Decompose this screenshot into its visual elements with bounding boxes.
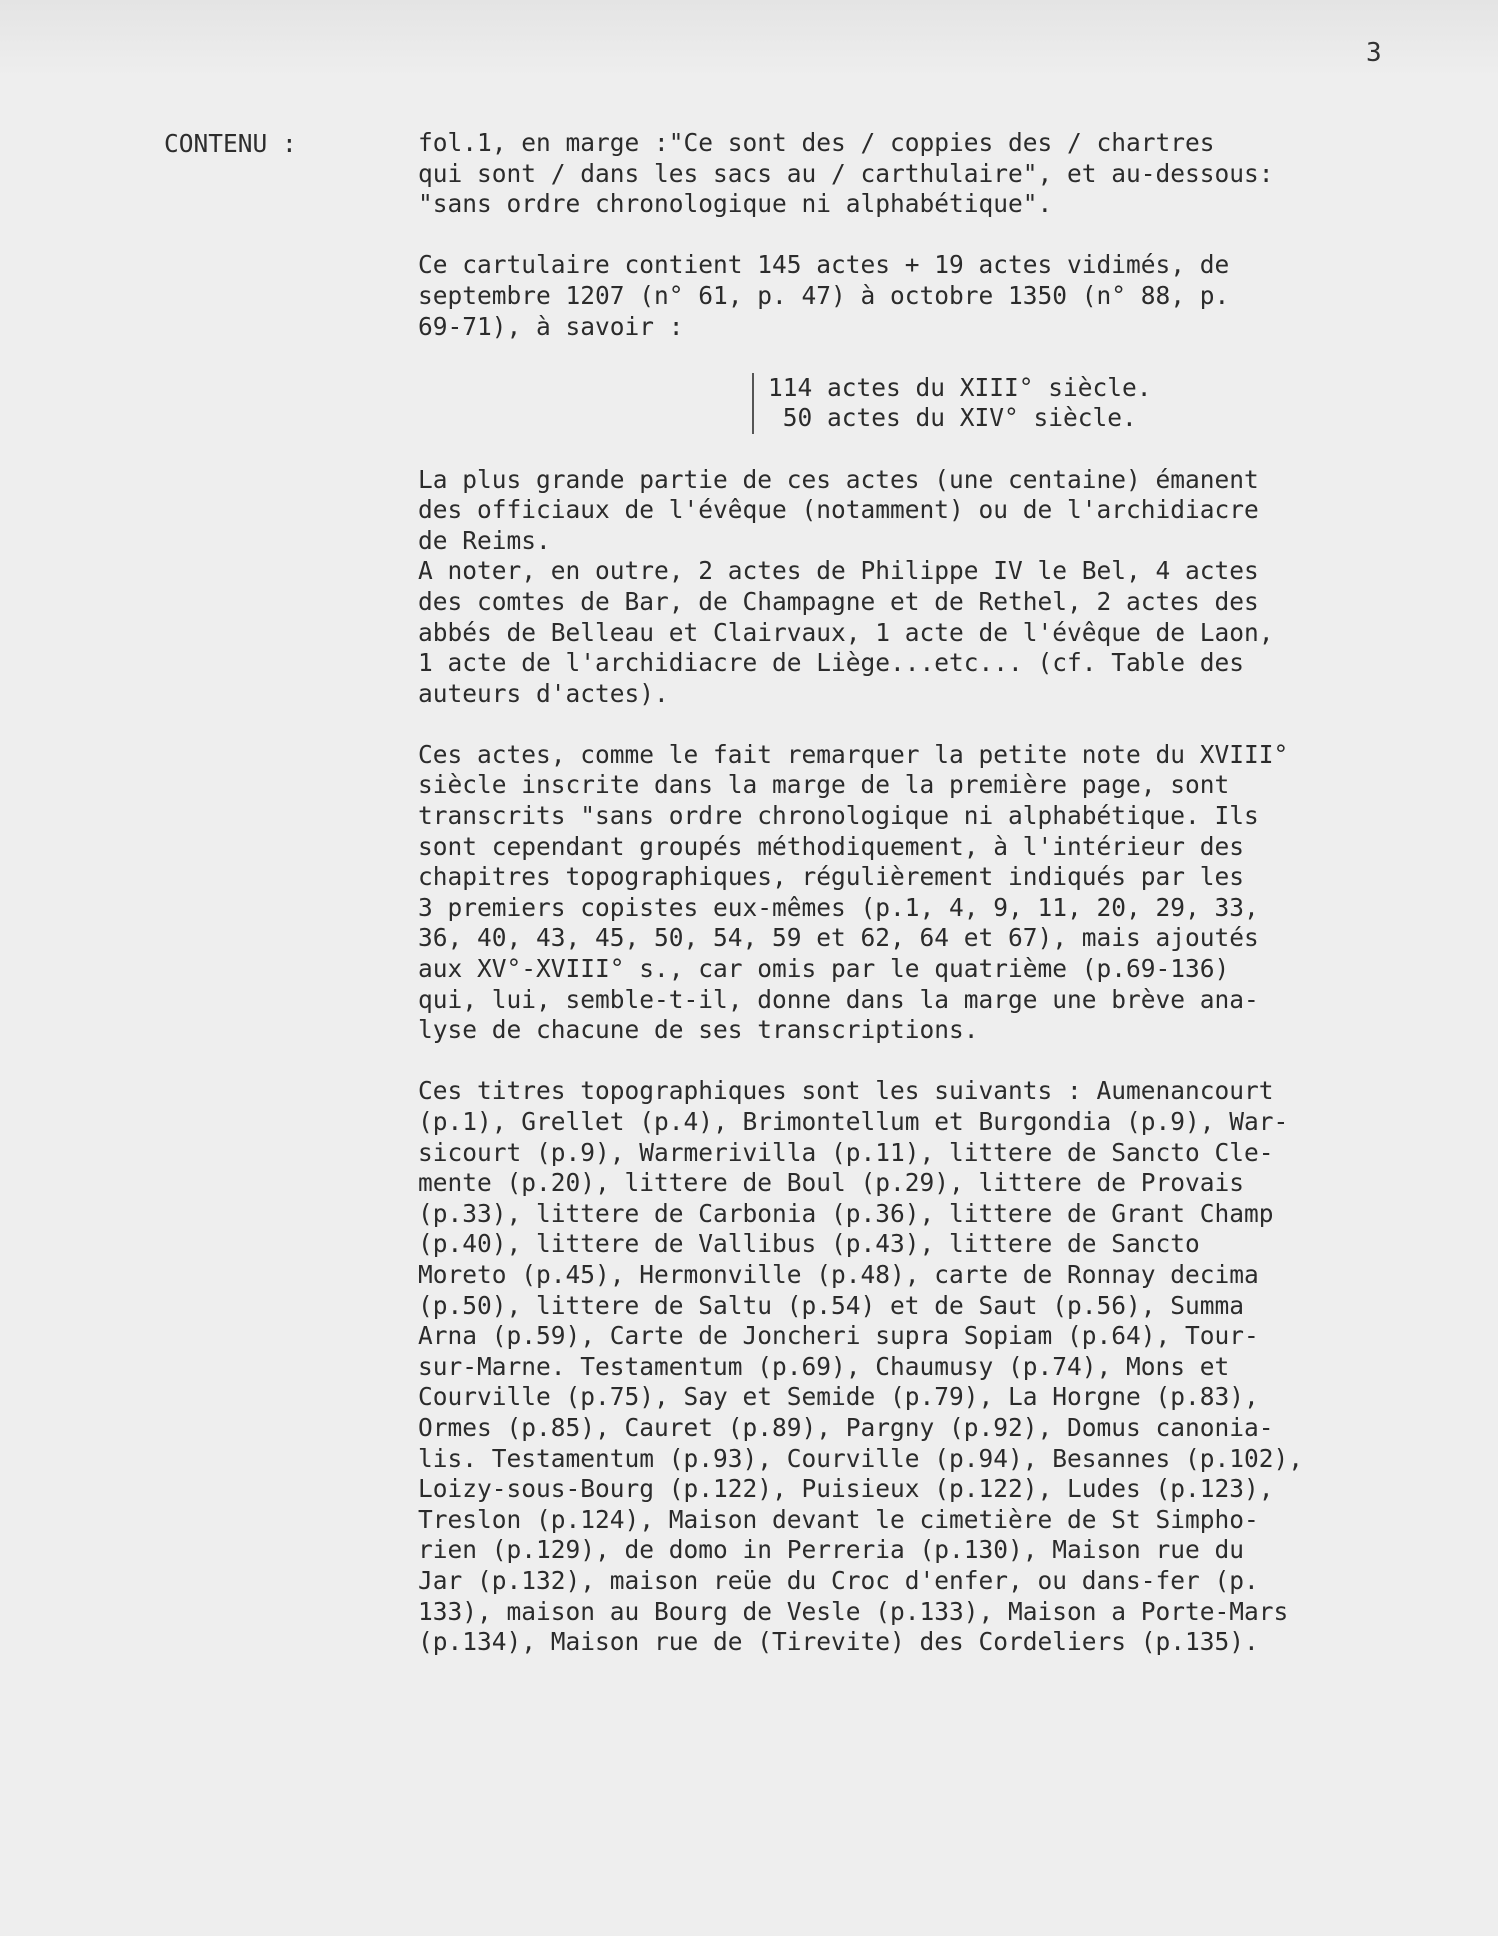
text-line: Jar (p.132), maison reüe du Croc d'enfer, ou dans-fer (p. bbox=[418, 1565, 1259, 1595]
text-line: rien (p.129), de domo in Perreria (p.130), Maison rue du bbox=[418, 1535, 1245, 1565]
text-line: (p.50), littere de Saltu (p.54) et de Saut (p.56), Summa bbox=[418, 1290, 1245, 1320]
text-line: septembre 1207 (n° 61, p. 47) à octobre 1350 (n° 88, p. bbox=[418, 280, 1230, 310]
text-line: des officiaux de l'évêque (notamment) ou de l'archidiacre bbox=[418, 495, 1259, 525]
paragraph bbox=[418, 128, 1478, 220]
page-number: 3 bbox=[1366, 38, 1382, 68]
content-body bbox=[418, 128, 1478, 1688]
century-list bbox=[752, 373, 1478, 434]
section-label: CONTENU : bbox=[164, 129, 297, 158]
text-line: de Reims. bbox=[418, 525, 551, 555]
text-line: Courville (p.75), Say et Semide (p.79), La Horgne (p.83), bbox=[418, 1382, 1259, 1412]
text-line: aux XV°-XVIII° s., car omis par le quatrième (p.69-136) bbox=[418, 954, 1230, 984]
text-line: mente (p.20), littere de Boul (p.29), littere de Provais bbox=[418, 1168, 1245, 1198]
paragraph bbox=[418, 740, 1478, 1046]
text-line: Ce cartulaire contient 145 actes + 19 actes vidimés, de bbox=[418, 250, 1230, 280]
text-line: siècle inscrite dans la marge de la première page, sont bbox=[418, 770, 1230, 800]
text-line: (p.40), littere de Vallibus (p.43), littere de Sancto bbox=[418, 1229, 1200, 1259]
text-line: (p.134), Maison rue de (Tirevite) des Cordeliers (p.135). bbox=[418, 1627, 1259, 1657]
text-line: sont cependant groupés méthodiquement, à l'intérieur des bbox=[418, 831, 1245, 861]
text-line: "sans ordre chronologique ni alphabétique". bbox=[418, 189, 1053, 219]
paragraph bbox=[418, 250, 1478, 342]
paragraphs-after bbox=[418, 465, 1478, 1658]
text-line: des comtes de Bar, de Champagne et de Rethel, 2 actes des bbox=[418, 586, 1259, 616]
text-line: Moreto (p.45), Hermonville (p.48), carte de Ronnay decima bbox=[418, 1259, 1259, 1289]
list-line: 50 actes du XIV° siècle. bbox=[768, 403, 1137, 433]
text-line: qui sont / dans les sacs au / carthulaire", et au-dessous: bbox=[418, 158, 1274, 188]
text-line: (p.1), Grellet (p.4), Brimontellum et Burgondia (p.9), War- bbox=[418, 1107, 1289, 1136]
paragraph bbox=[418, 1076, 1478, 1657]
text-line: lis. Testamentum (p.93), Courville (p.94), Besannes (p.102), bbox=[418, 1443, 1304, 1473]
text-line: 133), maison au Bourg de Vesle (p.133), Maison a Porte-Mars bbox=[418, 1596, 1289, 1626]
paragraph bbox=[418, 465, 1478, 710]
text-line: qui, lui, semble-t-il, donne dans la marge une brève ana- bbox=[418, 984, 1259, 1014]
text-line: Arna (p.59), Carte de Joncheri supra Sopiam (p.64), Tour- bbox=[418, 1321, 1259, 1351]
text-line: 3 premiers copistes eux-mêmes (p.1, 4, 9, 11, 20, 29, 33, bbox=[418, 892, 1259, 922]
text-line: lyse de chacune de ses transcriptions. bbox=[418, 1015, 979, 1045]
text-line: Treslon (p.124), Maison devant le cimetière de St Simpho- bbox=[418, 1504, 1259, 1534]
text-line: fol.1, en marge :"Ce sont des / coppies des / chartres bbox=[418, 128, 1215, 157]
text-line: auteurs d'actes). bbox=[418, 678, 669, 708]
paragraphs-before bbox=[418, 128, 1478, 342]
text-line: A noter, en outre, 2 actes de Philippe IV le Bel, 4 actes bbox=[418, 556, 1259, 586]
text-line: sicourt (p.9), Warmerivilla (p.11), littere de Sancto Cle- bbox=[418, 1137, 1274, 1167]
list-line: 114 actes du XIII° siècle. bbox=[768, 372, 1152, 402]
text-line: 36, 40, 43, 45, 50, 54, 59 et 62, 64 et 67), mais ajoutés bbox=[418, 923, 1259, 953]
text-line: (p.33), littere de Carbonia (p.36), littere de Grant Champ bbox=[418, 1198, 1274, 1228]
text-line: 1 acte de l'archidiacre de Liège...etc... (cf. Table des bbox=[418, 648, 1245, 678]
text-line: Ces actes, comme le fait remarquer la petite note du XVIII° bbox=[418, 739, 1289, 769]
text-line: transcrits "sans ordre chronologique ni alphabétique. Ils bbox=[418, 801, 1259, 831]
text-line: Ormes (p.85), Cauret (p.89), Pargny (p.92), Domus canonia- bbox=[418, 1412, 1274, 1442]
text-line: Ces titres topographiques sont les suivants : Aumenancourt bbox=[418, 1076, 1274, 1106]
text-line: Loizy-sous-Bourg (p.122), Puisieux (p.122), Ludes (p.123), bbox=[418, 1474, 1274, 1504]
text-line: sur-Marne. Testamentum (p.69), Chaumusy (p.74), Mons et bbox=[418, 1351, 1230, 1381]
text-line: chapitres topographiques, régulièrement indiqués par les bbox=[418, 862, 1245, 892]
text-line: abbés de Belleau et Clairvaux, 1 acte de l'évêque de Laon, bbox=[418, 617, 1274, 647]
text-line: 69-71), à savoir : bbox=[418, 311, 684, 341]
text-line: La plus grande partie de ces actes (une centaine) émanent bbox=[418, 464, 1259, 494]
